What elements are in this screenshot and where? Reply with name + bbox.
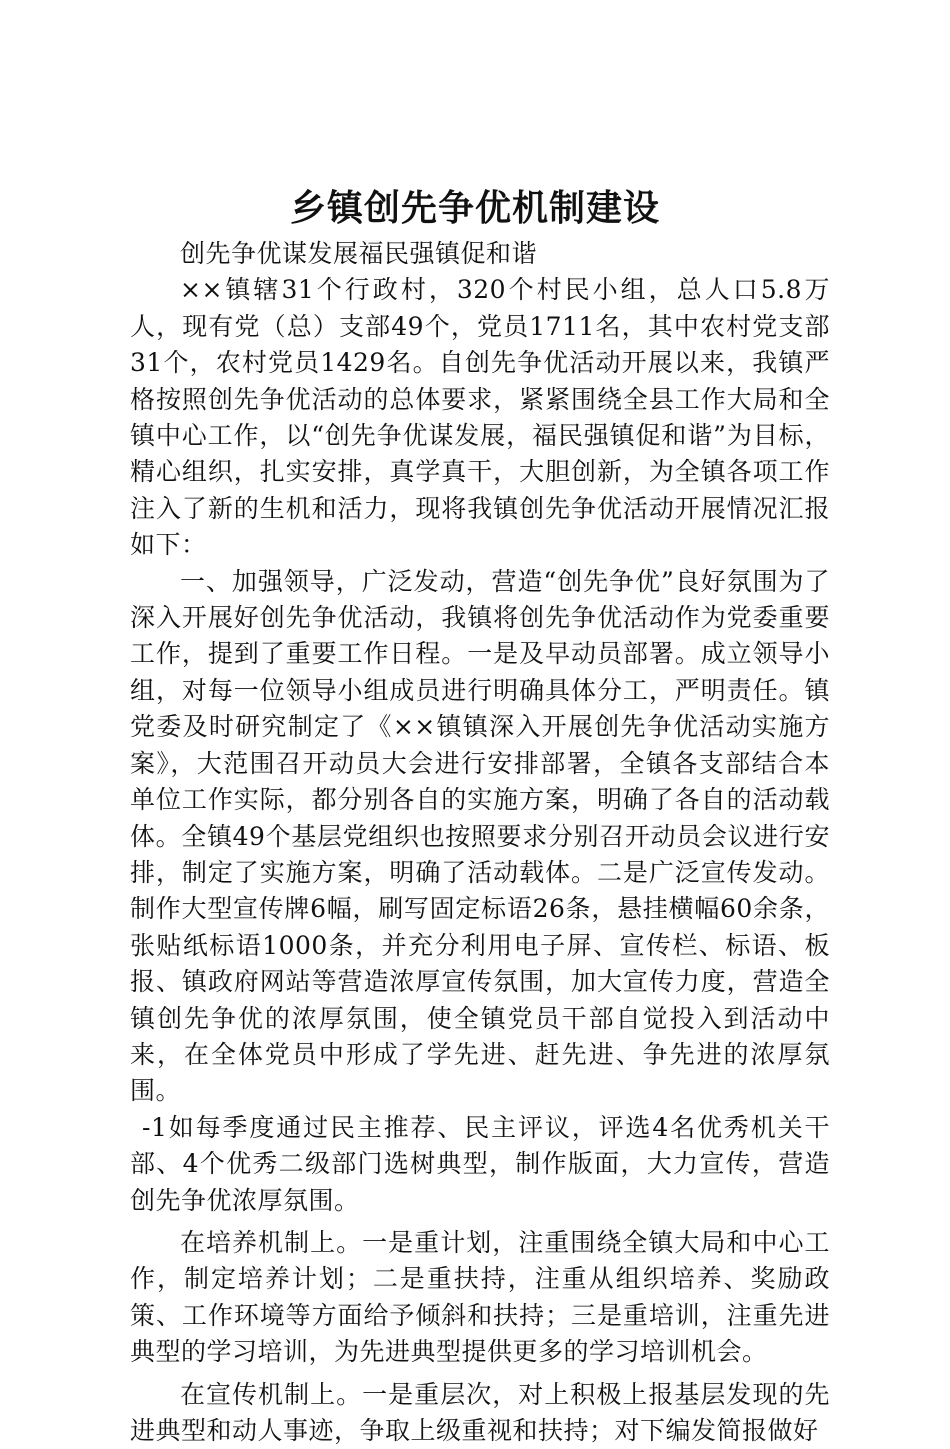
document-title: 乡镇创先争优机制建设 [289,187,660,229]
document-body [130,236,830,1449]
quarterly-selection-paragraph: -1如每季度通过民主推荐、民主评议，评选4名优秀机关干部、4个优秀二级部门选树典型，制作版面，大力宣传，营造创先争优浓厚氛围。 [130,1112,830,1215]
publicity-mechanism-paragraph: 在宣传机制上。一是重层次，对上积极上报基层发现的先进典型和动人事迹，争取上级重视和扶持；对下编发简报做好 [130,1379,830,1445]
intro-paragraph: ××镇辖31个行政村，320个村民小组，总人口5.8万人，现有党（总）支部49个，党员1711名，其中农村党支部31个，农村党员1429名。自创先争优活动开展以来，我镇严格按照创先争优活动的总体要求，紧紧围绕全县工作大局和全镇中心工作，以“创先争优谋发展，福民强镇促和谐”为目标，精心组织，扎实安排，真学真干，大胆创新，为全镇各项工作注入了新的生机和活力，现将我镇创先争优活动开展情况汇报如下： [130,275,830,560]
subtitle-paragraph: 创先争优谋发展福民强镇促和谐 [180,239,538,268]
training-mechanism-paragraph: 在培养机制上。一是重计划，注重围绕全镇大局和中心工作，制定培养计划；二是重扶持，注重从组织培养、奖励政策、工作环境等方面给予倾斜和扶持；三是重培训，注重先进典型的学习培训，为先进典型提供更多的学习培训机会。 [130,1227,830,1367]
section-one-paragraph: 一、加强领导，广泛发动，营造“创先争优”良好氛围为了深入开展好创先争优活动，我镇将创先争优活动作为党委重要工作，提到了重要工作日程。一是及早动员部署。成立领导小组，对每一位领导小组成员进行明确具体分工，严明责任。镇党委及时研究制定了《××镇镇深入开展创先争优活动实施方案》，大范围召开动员大会进行安排部署，全镇各支部结合本单位工作实际，都分别各自的实施方案，明确了各自的活动载体。全镇49个基层党组织也按照要求分别召开动员会议进行安排，制定了实施方案，明确了活动载体。二是广泛宣传发动。制作大型宣传牌6幅，刷写固定标语26条，悬挂横幅60余条，张贴纸标语1000条，并充分利用电子屏、宣传栏、标语、板报、镇政府网站等营造浓厚宣传氛围，加大宣传力度，营造全镇创先争优的浓厚氛围，使全镇党员干部自觉投入到活动中来，在全体党员中形成了学先进、赶先进、争先进的浓厚氛围。 [130,566,830,1106]
